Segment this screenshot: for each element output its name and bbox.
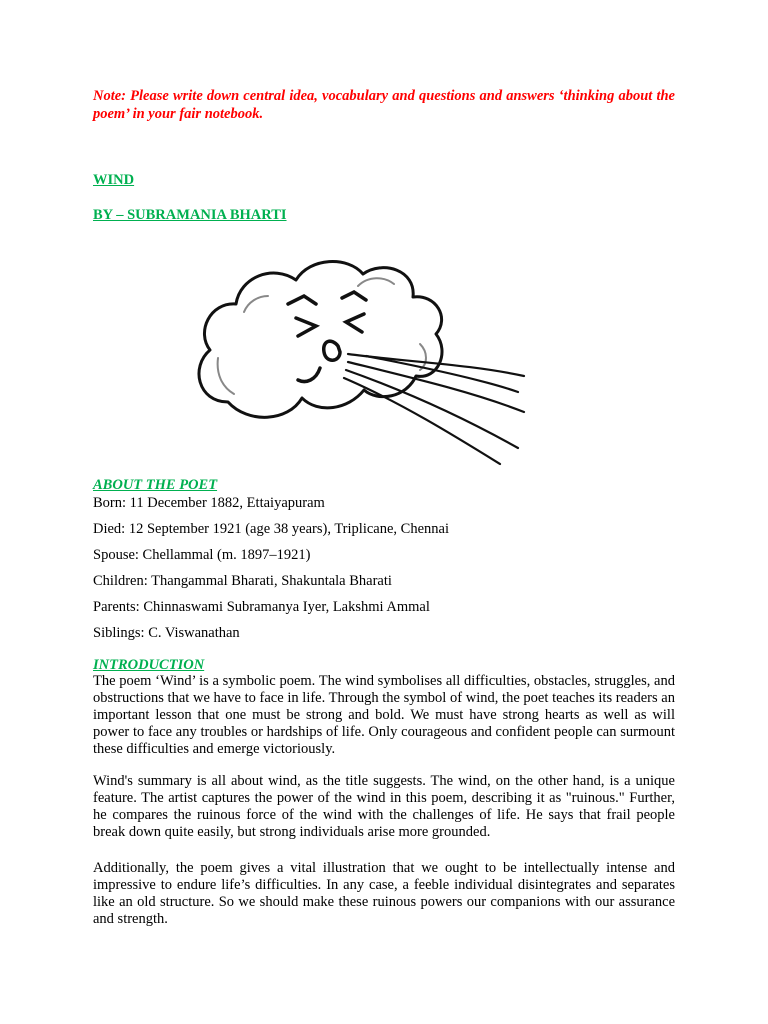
note-text: Note: Please write down central idea, vocabulary and questions and answers ‘thinking about the poem’ in your fair notebook. bbox=[93, 88, 675, 122]
poem-author: BY – SUBRAMANIA BHARTI bbox=[93, 207, 287, 223]
fact-parents: Parents: Chinnaswami Subramanya Iyer, Lakshmi Ammal bbox=[93, 599, 430, 615]
intro-paragraph-2: Wind's summary is all about wind, as the title suggests. The wind, on the other hand, is a unique feature. The artist captures the power of the wind in this poem, describing it as "ruinous." Further, he compares the ruinous force of the wind with the challenges of life. He says that frail people break down quite easily, but strong individuals arise more grounded. bbox=[93, 773, 675, 840]
fact-siblings: Siblings: C. Viswanathan bbox=[93, 625, 240, 641]
about-poet-heading: ABOUT THE POET bbox=[93, 477, 218, 493]
fact-born: Born: 11 December 1882, Ettaiyapuram bbox=[93, 495, 325, 511]
intro-paragraph-1: The poem ‘Wind’ is a symbolic poem. The wind symbolises all difficulties, obstacles, struggles, and obstructions that we have to face in life. Through the symbol of wind, the poet teaches its readers an important lesson that one must be strong and bold. We must have strong hearts as well as will power to face any troubles or hardships of life. Only courageous and confident people can surmount these difficulties and emerge victoriously. bbox=[93, 673, 675, 757]
intro-paragraph-3: Additionally, the poem gives a vital illustration that we ought to be intellectually intense and impressive to endure life’s difficulties. In any case, a feeble individual disintegrates and separates like an old structure. So we should make these ruinous powers our companions with our assurance and strength. bbox=[93, 860, 675, 927]
fact-died: Died: 12 September 1921 (age 38 years), Triplicane, Chennai bbox=[93, 521, 449, 537]
fact-spouse: Spouse: Chellammal (m. 1897–1921) bbox=[93, 547, 311, 563]
blowing-wind-cloud-icon bbox=[188, 252, 530, 470]
introduction-heading: INTRODUCTION bbox=[93, 657, 205, 673]
poem-title: WIND bbox=[93, 172, 135, 188]
fact-children: Children: Thangammal Bharati, Shakuntala Bharati bbox=[93, 573, 392, 589]
